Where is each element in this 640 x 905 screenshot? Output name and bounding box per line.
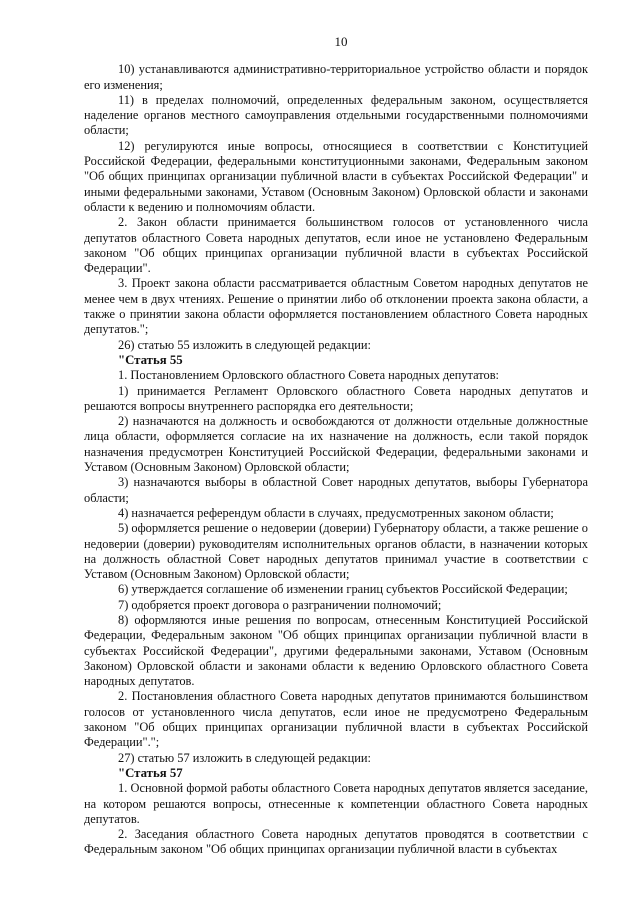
page-number: 10	[334, 34, 348, 49]
paragraph: 7) одобряется проект договора о разграничении полномочий;	[118, 597, 442, 612]
paragraph: 2. Закон области принимается большинством голосов от установленного числа депутатов областного Совета народных депутатов, если иное не установлено Федеральным законом "Об общих принципах организации публичной власти в субъектах Российской Федерации".	[84, 215, 588, 276]
paragraph: 26) статью 55 изложить в следующей редакции:	[118, 337, 371, 352]
paragraph: 12) регулируются иные вопросы, относящиеся в соответствии с Конституцией Российской Федерации, федеральными конституционными законами, Федеральным законом "Об общих принципах организации публичной власти в субъектах Российской Федерации" и иными федеральными законами, Уставом (Основным Законом) Орловской области и законами области к ведению и полномочиям области.	[84, 138, 588, 214]
paragraph: 8) оформляются иные решения по вопросам, отнесенным Конституцией Российской Федерации, Федеральным законом "Об общих принципах организации публичной власти в субъектах Российской Федерации", другими федеральными законами, Уставом (Основным Законом) Орловской области и законами области к ведению Орловского областного Совета народных депутатов.	[84, 612, 588, 689]
paragraph: 1. Постановлением Орловского областного Совета народных депутатов:	[118, 368, 500, 383]
article-heading: "Статья 57	[118, 765, 183, 780]
paragraph: 4) назначается референдум области в случаях, предусмотренных законом области;	[118, 505, 554, 520]
paragraph: 11) в пределах полномочий, определенных федеральным законом, осуществляется наделение органов местного самоуправления отдельными государственными полномочиями области;	[84, 92, 588, 138]
paragraph: 1) принимается Регламент Орловского областного Совета народных депутатов и решаются вопросы внутреннего распорядка его деятельности;	[84, 383, 588, 413]
document-body	[84, 62, 588, 857]
paragraph: 3) назначаются выборы в областной Совет народных депутатов, выборы Губернатора области;	[84, 475, 588, 505]
article-heading: "Статья 55	[118, 352, 183, 367]
paragraph: 6) утверждается соглашение об изменении границ субъектов Российской Федерации;	[118, 582, 568, 597]
paragraph: 10) устанавливаются административно-территориальное устройство области и порядок его изменения;	[84, 62, 588, 92]
paragraph: 27) статью 57 изложить в следующей редакции:	[118, 750, 371, 765]
paragraph: 2) назначаются на должность и освобождаются от должности отдельные должностные лица области, оформляется согласие на их назначение на должность, если такой порядок назначения предусмотрен Конституцией Российской Федерации, федеральными законами и Уставом (Основным Законом) Орловской области;	[84, 414, 588, 475]
paragraph: 2. Заседания областного Совета народных депутатов проводятся в соответствии с Федеральным законом "Об общих принципах организации публичной власти в субъектах	[84, 827, 588, 857]
paragraph: 2. Постановления областного Совета народных депутатов принимаются большинством голосов от установленного числа депутатов, если иное не предусмотрено Федеральным законом "Об общих принципах организации публичной власти в субъектах Российской Федерации".";	[84, 689, 588, 750]
paragraph: 3. Проект закона области рассматривается областным Советом народных депутатов не менее чем в двух чтениях. Решение о принятии либо об отклонении проекта закона области, а также о принятии закона области оформляется постановлением областного Совета народных депутатов.";	[84, 276, 588, 337]
paragraph: 1. Основной формой работы областного Совета народных депутатов является заседание, на котором решаются вопросы, отнесенные к компетенции областного Совета народных депутатов.	[84, 781, 588, 826]
paragraph: 5) оформляется решение о недоверии (доверии) Губернатору области, а также решение о недоверии (доверии) руководителям исполнительных органов области, в назначении которых на должность областной Совет народных депутатов принимал участие в соответствии с Уставом (Основным Законом) Орловской области;	[84, 521, 588, 582]
